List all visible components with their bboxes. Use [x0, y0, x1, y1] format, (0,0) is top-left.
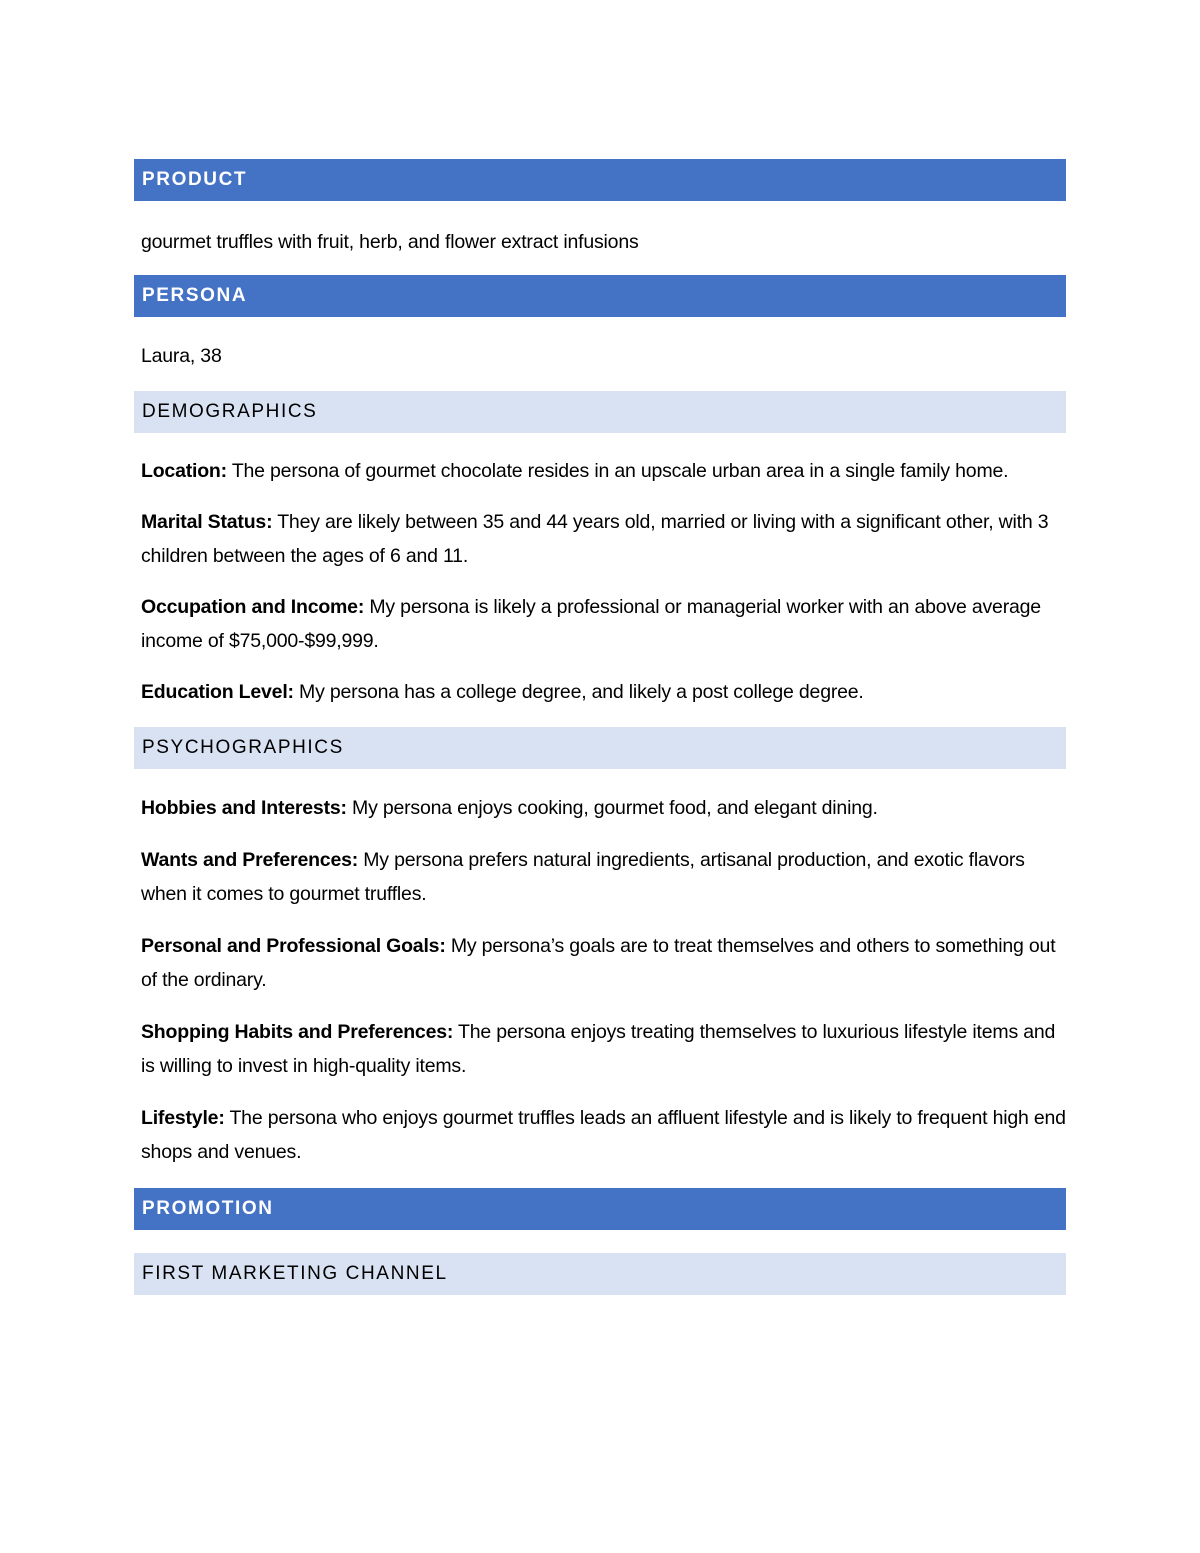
field-label: Location: [141, 460, 227, 482]
field-label: Personal and Professional Goals: [141, 935, 446, 957]
field-value: My persona enjoys cooking, gourmet food, and elegant dining. [346, 797, 878, 819]
psychographics-shopping-habits [134, 1015, 1066, 1083]
psychographics-goals [134, 929, 1066, 997]
field-label: Marital Status: [141, 511, 273, 533]
psychographics-lifestyle [134, 1101, 1066, 1169]
field-value: The persona enjoys treating themselves to luxurious lifestyle items and is willing to invest in high-quality items. [141, 1021, 1056, 1077]
field-label: Shopping Habits and Preferences: [141, 1021, 454, 1043]
field-value: My persona has a college degree, and likely a post college degree. [293, 681, 864, 703]
psychographics-wants [134, 843, 1066, 911]
field-value: My persona prefers natural ingredients, artisanal production, and exotic flavors when it comes to gourmet truffles. [141, 849, 1025, 905]
product-heading: PRODUCT [134, 159, 1066, 201]
promotion-heading: PROMOTION [134, 1188, 1066, 1230]
field-label: Education Level: [141, 681, 294, 703]
field-value: They are likely between 35 and 44 years old, married or living with a significant other, with 3 children between the ages of 6 and 11. [141, 511, 1049, 567]
demographics-occupation-income [134, 590, 1066, 658]
demographics-marital-status [134, 505, 1066, 573]
field-value: The persona of gourmet chocolate resides in an upscale urban area in a single family home. [226, 460, 1009, 482]
persona-heading: PERSONA [134, 275, 1066, 317]
field-value: My persona is likely a professional or managerial worker with an above average income of $75,000-$99,999. [141, 596, 1041, 652]
psychographics-heading: PSYCHOGRAPHICS [134, 727, 1066, 769]
field-label: Occupation and Income: [141, 596, 365, 618]
field-label: Hobbies and Interests: [141, 797, 347, 819]
first-marketing-channel-heading: FIRST MARKETING CHANNEL [134, 1253, 1066, 1295]
demographics-location [134, 454, 1066, 488]
demographics-education-level [134, 675, 1066, 709]
psychographics-hobbies [134, 791, 1066, 825]
persona-text: Laura, 38 [141, 345, 222, 367]
field-label: Wants and Preferences: [141, 849, 359, 871]
product-text: gourmet truffles with fruit, herb, and flower extract infusions [141, 231, 639, 253]
demographics-heading: DEMOGRAPHICS [134, 391, 1066, 433]
document-body [134, 159, 1066, 1295]
field-label: Lifestyle: [141, 1107, 225, 1129]
field-value: My persona’s goals are to treat themselves and others to something out of the ordinary. [141, 935, 1056, 991]
field-value: The persona who enjoys gourmet truffles leads an affluent lifestyle and is likely to frequent high end shops and venues. [141, 1107, 1066, 1163]
